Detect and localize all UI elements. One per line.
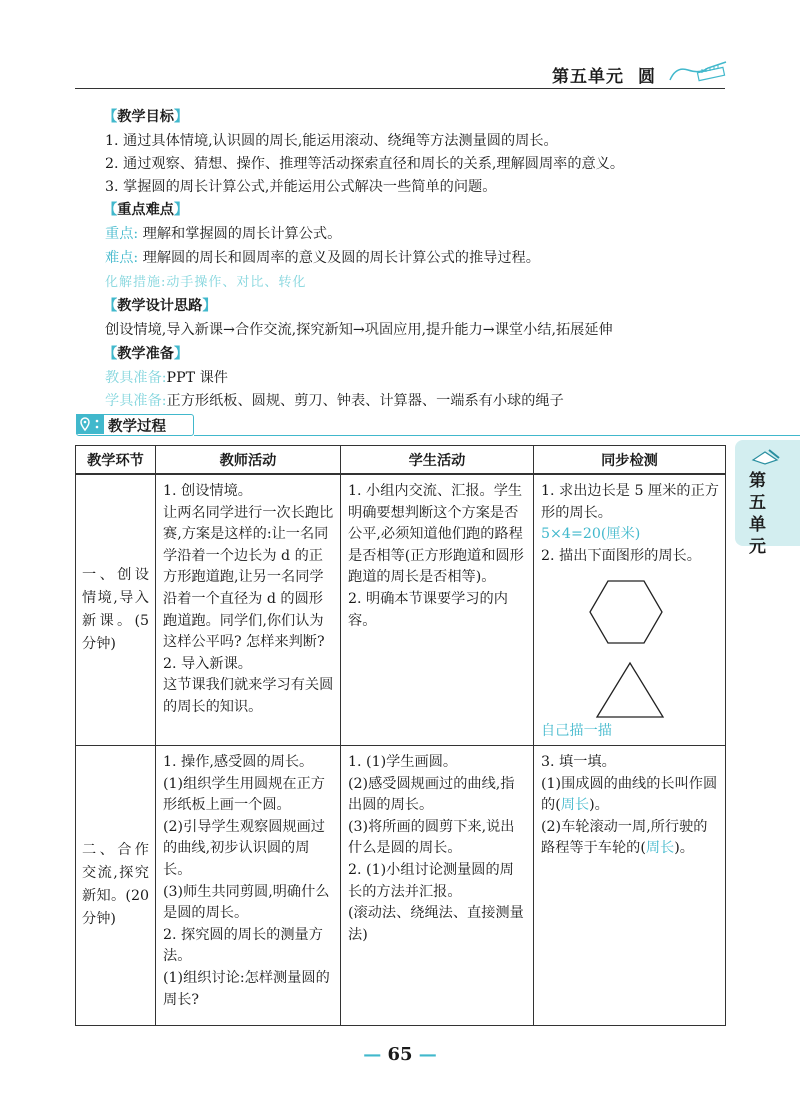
section-heading-preparation: 【教学准备】 [103,346,189,362]
check-answer: 周长 [560,797,590,814]
check-question: 3. 填一填。 [541,753,616,770]
side-tab-text [749,470,769,558]
location-pin-icon [76,414,104,434]
activity-line: (3)师生共同剪圆,明确什么是圆的周长。 [163,883,330,922]
activity-line: 这节课我们就来学习有关圆的周长的知识。 [163,677,334,715]
check-question: 2. 描出下面图形的周长。 [541,547,701,564]
page-number: — 65 — [363,1044,437,1065]
column-header: 学生活动 [341,446,534,475]
difficult-text: 理解圆的周长和圆周率的意义及圆的周长计算公式的推导过程。 [142,250,540,266]
teacher-activity-cell [156,745,341,1025]
table-row [76,745,726,1025]
activity-line: 2. (1)小组讨论测量圆的周长的方法并汇报。 [348,861,514,900]
activity-line: 2. 导入新课。 [163,655,252,672]
activity-line: (3)将所画的圆剪下来,说出什么是圆的周长。 [348,818,515,857]
table-row [76,474,726,745]
student-prep-label: 学具准备: [105,393,167,409]
column-header: 教师活动 [156,446,341,475]
check-answer: 周长 [645,840,675,857]
section-heading-design: 【教学设计思路】 [103,298,217,314]
activity-line: 1. 小组内交流、汇报。学生明确要想判断这个方案是否公平,必须知道他们跑的路程是否相等(正方形跑道和圆形跑道的周长是否相等)。 [348,483,524,586]
stage-cell: 二、合作交流,探究新知。(20分钟) [76,745,156,1025]
shape-figures [541,567,719,735]
activity-line: 让两名同学进行一次长跑比赛,方案是这样的:让一名同学沿着一个边长为 d 的正方形跑道跑,让另一名同学沿着一个直径为 d 的圆形跑道跑。同学们,你们认为这样公平吗? 怎样来判断? [163,504,334,651]
sync-check-cell [534,745,726,1025]
difficult-point-line [105,247,540,267]
section-heading-objectives: 【教学目标】 [103,109,189,125]
side-tab-char: 元 [749,537,766,557]
table-header-row [76,446,726,475]
difficult-label: 难点: [105,250,139,266]
book-pencil-icon [747,446,783,466]
check-question: (1)围成圆的曲线的长叫作圆的(周长)。 [541,775,718,814]
teaching-process-table [75,445,726,1026]
activity-line: 2. 探究圆的周长的测量方法。 [163,926,323,965]
key-point-line [105,223,341,243]
key-text: 理解和掌握圆的周长计算公式。 [142,226,342,242]
teacher-activity-cell [156,474,341,745]
activity-line: 1. 创设情境。 [163,483,252,499]
student-prep-text: 正方形纸板、圆规、剪刀、钟表、计算器、一端系有小球的绳子 [166,393,564,409]
hexagon-triangle-figures [541,567,716,735]
activity-line: (1)组织讨论:怎样测量圆的周长? [163,969,330,1008]
student-activity-cell [341,474,534,745]
section-heading-key-points: 【重点难点】 [103,202,189,218]
activity-line: (1)组织学生用圆规在正方形纸板上画一个圆。 [163,775,325,814]
column-header: 教学环节 [76,446,156,475]
check-note: 自己描一描 [541,723,612,740]
objective-item: 3. 掌握圆的周长计算公式,并能运用公式解决一些简单的问题。 [105,179,497,195]
key-label: 重点: [105,226,139,242]
student-preparation [105,390,564,410]
activity-line: 1. (1)学生画圆。 [348,753,458,770]
header-ruler-decoration-icon [668,58,728,86]
side-tab-char: 五 [749,493,766,513]
unit-label: 第五单元 [552,67,624,87]
teacher-prep-label: 教具准备: [105,370,167,386]
resolve-measures: 化解措施:动手操作、对比、转化 [105,275,307,290]
activity-line: (滚动法、绕绳法、直接测量法) [348,905,524,943]
sync-check-cell [534,474,726,745]
design-text: 创设情境,导入新课→合作交流,探究新知→巩固应用,提升能力→课堂小结,拓展延伸 [105,322,613,338]
objective-item: 2. 通过观察、猜想、操作、推理等活动探索直径和周长的关系,理解圆周率的意义。 [105,156,625,172]
check-question: 1. 求出边长是 5 厘米的正方形的周长。 [541,483,719,521]
process-title: 教学过程 [108,419,166,435]
check-answer: 5×4=20(厘米) [541,526,641,543]
student-activity-cell [341,745,534,1025]
side-tab-char: 单 [749,515,766,535]
page-header-title [552,62,656,87]
activity-line: (2)引导学生观察圆规画过的曲线,初步认识圆的周长。 [163,818,325,878]
activity-line: 1. 操作,感受圆的周长。 [163,753,314,770]
stage-cell: 一、创设情境,导入新课。(5分钟) [76,474,156,745]
teacher-preparation [105,367,228,387]
header-rule [75,88,725,89]
side-chapter-tab [735,440,800,557]
activity-line: (2)感受圆规画过的曲线,指出圆的周长。 [348,775,515,814]
objective-item: 1. 通过具体情境,认识圆的周长,能运用滚动、绕绳等方法测量圆的周长。 [105,133,558,149]
activity-line: 2. 明确本节课要学习的内容。 [348,590,508,629]
check-question: (2)车轮滚动一周,所行驶的路程等于车轮的(周长)。 [541,818,708,857]
triangle-shape [597,663,663,717]
hexagon-shape [590,581,662,643]
teacher-prep-text: PPT 课件 [166,370,228,386]
side-tab-char: 第 [749,471,766,491]
column-header: 同步检测 [534,446,726,475]
unit-topic: 圆 [638,67,656,87]
